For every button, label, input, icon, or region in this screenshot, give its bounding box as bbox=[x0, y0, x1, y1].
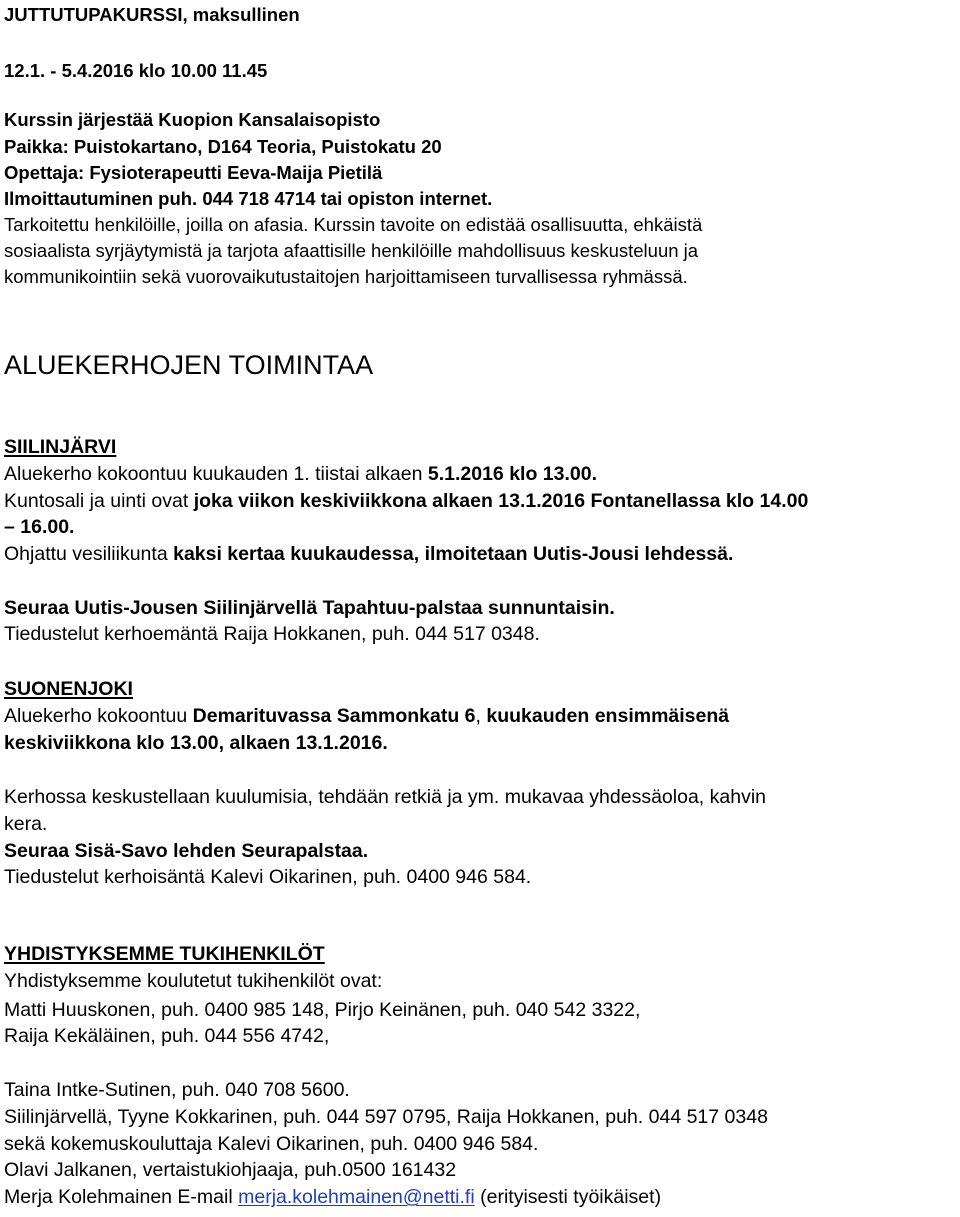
siilinjarvi-meeting-date: 5.1.2016 klo 13.00. bbox=[427, 463, 598, 485]
support-line-2: Raija Kekäläinen, puh. 044 556 4742, bbox=[4, 1025, 330, 1047]
course-teacher: Opettaja: Fysioterapeutti Eeva-Maija Pietilä bbox=[4, 162, 383, 183]
suonenjoki-title: SUONENJOKI bbox=[4, 678, 133, 700]
siilinjarvi-gym-schedule: joka viikon keskiviikkona alkaen 13.1.2016 Fontanellassa klo 14.00 bbox=[193, 490, 809, 512]
support-line-5: sekä kokemuskouluttaja Kalevi Oikarinen, puh. 0400 946 584. bbox=[4, 1133, 539, 1155]
support-intro: Yhdistyksemme koulutetut tukihenkilöt ovat: bbox=[4, 970, 383, 992]
siilinjarvi-water-schedule: kaksi kertaa kuukaudessa, ilmoitetaan Uutis-Jousi lehdessä. bbox=[173, 543, 734, 565]
suonenjoki-venue: Demarituvassa Sammonkatu 6 bbox=[192, 705, 476, 727]
suonenjoki-line-3: Kerhossa keskustellaan kuulumisia, tehdään retkiä ja ym. mukavaa yhdessäoloa, kahvin bbox=[4, 786, 766, 808]
siilinjarvi-line-3: – 16.00. bbox=[4, 516, 75, 538]
course-registration: Ilmoittautuminen puh. 044 718 4714 tai opiston internet. bbox=[4, 188, 493, 209]
siilinjarvi-meeting-text: Aluekerho kokoontuu kuukauden 1. tiistai alkaen bbox=[4, 463, 428, 485]
course-title: JUTTUTUPAKURSSI, maksullinen bbox=[4, 4, 300, 25]
support-contact-label: Merja Kolehmainen E-mail bbox=[4, 1186, 239, 1208]
support-line-7 bbox=[4, 1188, 661, 1208]
course-dates: 12.1. - 5.4.2016 klo 10.00 11.45 bbox=[4, 60, 268, 81]
course-place: Paikka: Puistokartano, D164 Teoria, Puistokatu 20 bbox=[4, 136, 442, 157]
support-contact-note: (erityisesti työikäiset) bbox=[474, 1186, 662, 1208]
support-line-1: Matti Huuskonen, puh. 0400 985 148, Pirjo Keinänen, puh. 040 542 3322, bbox=[4, 999, 641, 1021]
suonenjoki-line-6: Tiedustelut kerhoisäntä Kalevi Oikarinen, puh. 0400 946 584. bbox=[4, 866, 532, 888]
siilinjarvi-gym-text: Kuntosali ja uinti ovat bbox=[4, 490, 194, 512]
suonenjoki-meeting-text: Aluekerho kokoontuu bbox=[4, 705, 193, 727]
siilinjarvi-line-5: Seuraa Uutis-Jousen Siilinjärvellä Tapahtuu-palstaa sunnuntaisin. bbox=[4, 597, 615, 619]
support-line-6: Olavi Jalkanen, vertaistukiohjaaja, puh.0500 161432 bbox=[4, 1159, 457, 1181]
suonenjoki-schedule-start: kuukauden ensimmäisenä bbox=[486, 705, 730, 727]
support-title: YHDISTYKSEMME TUKIHENKILÖT bbox=[4, 943, 325, 965]
course-target-group: Tarkoitettu henkilöille, joilla on afasia. bbox=[4, 214, 309, 235]
suonenjoki-line-1 bbox=[4, 707, 729, 727]
suonenjoki-line-2: keskiviikkona klo 13.00, alkaen 13.1.2016. bbox=[4, 732, 388, 754]
support-line-4: Siilinjärvellä, Tyyne Kokkarinen, puh. 044 597 0795, Raija Hokkanen, puh. 044 517 0348 bbox=[4, 1106, 768, 1128]
suonenjoki-comma: , bbox=[475, 705, 487, 727]
course-goal-start: Kurssin tavoite on edistää osallisuutta, ehkäistä bbox=[308, 214, 703, 235]
support-line-3: Taina Intke-Sutinen, puh. 040 708 5600. bbox=[4, 1079, 350, 1101]
siilinjarvi-line-4 bbox=[4, 545, 733, 565]
course-description-line-3: kommunikointiin sekä vuorovaikutustaitojen harjoittamiseen turvallisessa ryhmässä. bbox=[4, 266, 688, 287]
siilinjarvi-line-2 bbox=[4, 492, 808, 512]
siilinjarvi-line-6: Tiedustelut kerhoemäntä Raija Hokkanen, puh. 044 517 0348. bbox=[4, 623, 540, 645]
course-description-line-2: sosiaalista syrjäytymistä ja tarjota afaattisille henkilöille mahdollisuus keskusteluun ja bbox=[4, 240, 699, 261]
siilinjarvi-line-1 bbox=[4, 465, 597, 485]
siilinjarvi-water-text: Ohjattu vesiliikunta bbox=[4, 543, 174, 565]
course-organizer: Kurssin järjestää Kuopion Kansalaisopisto bbox=[4, 109, 381, 130]
course-description-line-1 bbox=[4, 216, 702, 235]
email-link[interactable]: merja.kolehmainen@netti.fi bbox=[238, 1186, 475, 1208]
siilinjarvi-title: SIILINJÄRVI bbox=[4, 436, 117, 458]
suonenjoki-line-5: Seuraa Sisä-Savo lehden Seurapalstaa. bbox=[4, 840, 369, 862]
clubs-heading: ALUEKERHOJEN TOIMINTAA bbox=[4, 350, 374, 380]
suonenjoki-line-4: kera. bbox=[4, 813, 48, 835]
